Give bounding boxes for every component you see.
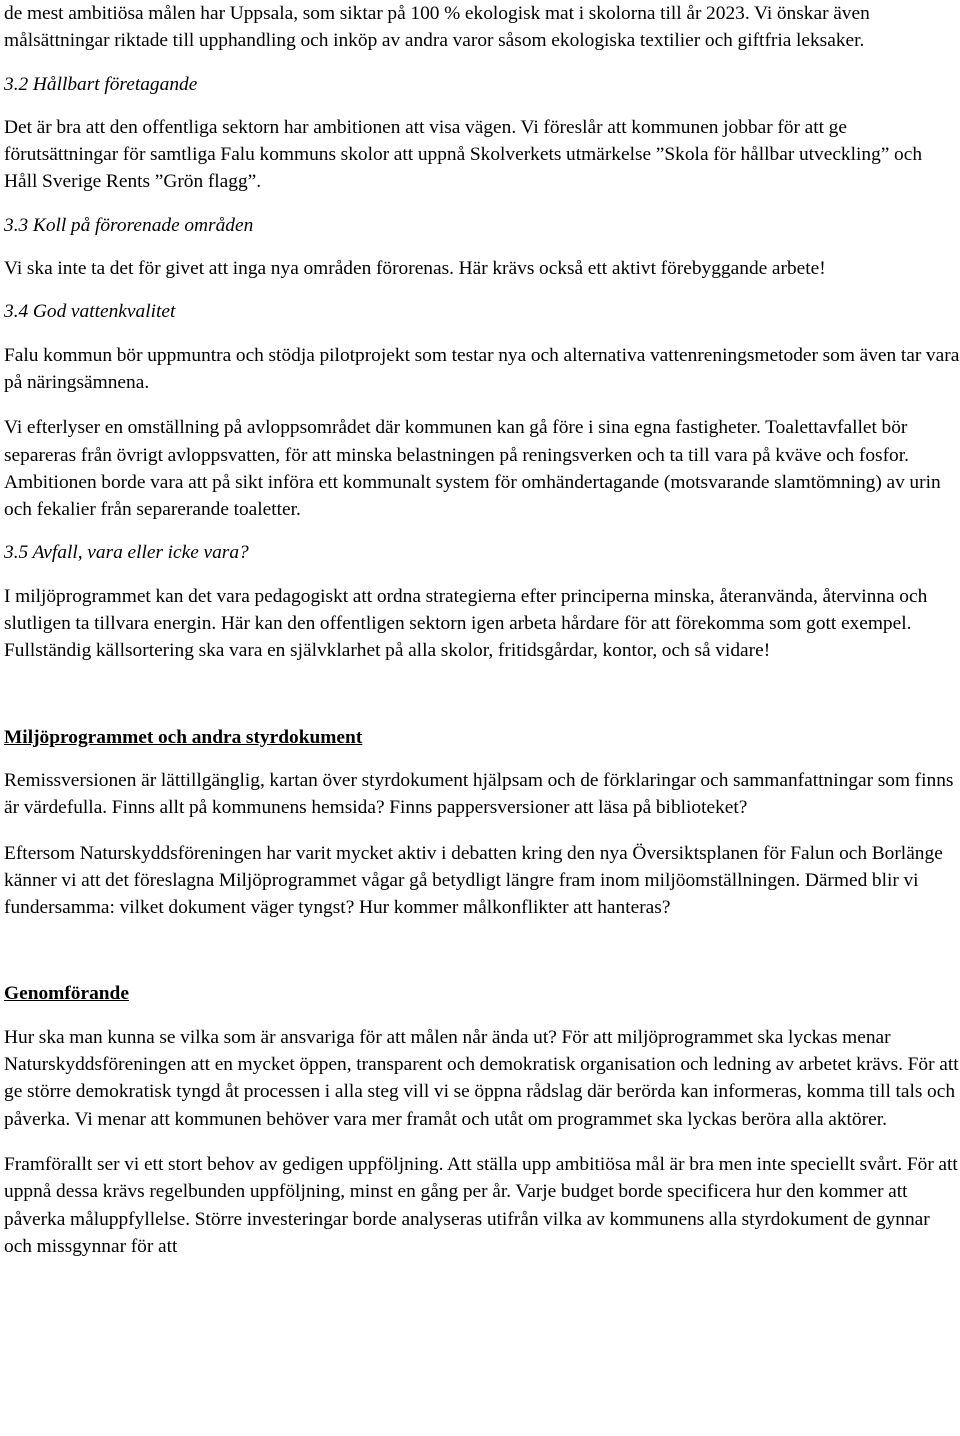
genomforande-paragraph-2: Framförallt ser vi ett stort behov av gedigen uppföljning. Att ställa upp ambitiösa mål är bra men inte speciellt svårt. För att uppnå dessa krävs regelbunden uppföljning, minst en gång per år. Varje budget borde specificera hur den kommer att påverka måluppfyllelse. Större investeringar borde analyseras utifrån vilka av kommunens alla styrdokument de gynnar och missgynnar för att <box>4 1153 958 1257</box>
section-heading-3-5: 3.5 Avfall, vara eller icke vara? <box>4 542 249 564</box>
section-heading-3-4: 3.4 God vattenkvalitet <box>4 301 176 323</box>
genomforande-paragraph-1: Hur ska man kunna se vilka som är ansvariga för att målen når ända ut? För att miljöprogrammet ska lyckas menar Naturskyddsföreningen att en mycket öppen, transparent och demokratisk organisation och ledning av arbetet krävs. För att ge större demokratisk tyngd åt processen i alla steg vill vi se öppna rådslag där berörda kan informeras, komma till tals och påverka. Vi menar att kommunen behöver vara mer framåt och utåt om programmet ska lyckas beröra alla aktörer. <box>4 1026 959 1130</box>
section-3-4-paragraph-1: Falu kommun bör uppmuntra och stödja pilotprojekt som testar nya och alternativa vattenreningsmetoder som även tar vara på näringsämnena. <box>4 344 960 393</box>
section-3-5-paragraph: I miljöprogrammet kan det vara pedagogiskt att ordna strategierna efter principerna minska, återanvända, återvinna och slutligen ta tillvara energin. Här kan den offentligen sektorn igen arbeta hårdare för att förekomma som gott exempel. Fullständig källsortering ska vara en självklarhet på alla skolor, fritidsgårdar, kontor, och så vidare! <box>4 585 928 662</box>
heading-genomforande: Genomförande <box>4 983 129 1005</box>
section-3-3-paragraph: Vi ska inte ta det för givet att inga nya områden förorenas. Här krävs också ett aktivt förebyggande arbete! <box>4 258 826 280</box>
document-page <box>4 0 960 1260</box>
section-heading-3-3: 3.3 Koll på förorenade områden <box>4 214 254 236</box>
section-3-4-paragraph-2: Vi efterlyser en omställning på avloppsområdet där kommunen kan gå före i sina egna fastigheter. Toalettavfallet bör separeras från övrigt avloppsvatten, för att minska belastningen på reningsverken och ta till vara på kväve och fosfor. Ambitionen borde vara att på sikt införa ett kommunalt system för omhändertagande (motsvarande slamtömning) av urin och fekalier från separerande toaletter. <box>4 417 941 521</box>
miljoprogrammet-paragraph-2: Eftersom Naturskyddsföreningen har varit mycket aktiv i debatten kring den nya Översiktsplanen för Falun och Borlänge känner vi att det föreslagna Miljöprogrammet vågar gå betydligt längre fram inom miljöomställningen. Därmed blir vi fundersamma: vilket dokument väger tyngst? Hur kommer målkonflikter att hanteras? <box>4 842 943 919</box>
section-heading-3-2: 3.2 Hållbart företagande <box>4 73 198 95</box>
intro-paragraph: de mest ambitiösa målen har Uppsala, som siktar på 100 % ekologisk mat i skolorna till år 2023. Vi önskar även målsättningar riktade till upphandling och inköp av andra varor såsom ekologiska textilier och giftfria leksaker. <box>4 3 870 52</box>
miljoprogrammet-paragraph-1: Remissversionen är lättillgänglig, kartan över styrdokument hjälpsam och de förklaringar och sammanfattningar som finns är värdefulla. Finns allt på kommunens hemsida? Finns pappersversioner att läsa på biblioteket? <box>4 769 954 819</box>
section-3-2-paragraph: Det är bra att den offentliga sektorn har ambitionen att visa vägen. Vi föreslår att kommunen jobbar för att ge förutsättningar för samtliga Falu kommuns skolor att uppnå Skolverkets utmärkelse ”Skola för hållbar utveckling” och Håll Sverige Rents ”Grön flagg”. <box>4 116 923 193</box>
heading-miljoprogrammet: Miljöprogrammet och andra styrdokument <box>4 726 363 748</box>
